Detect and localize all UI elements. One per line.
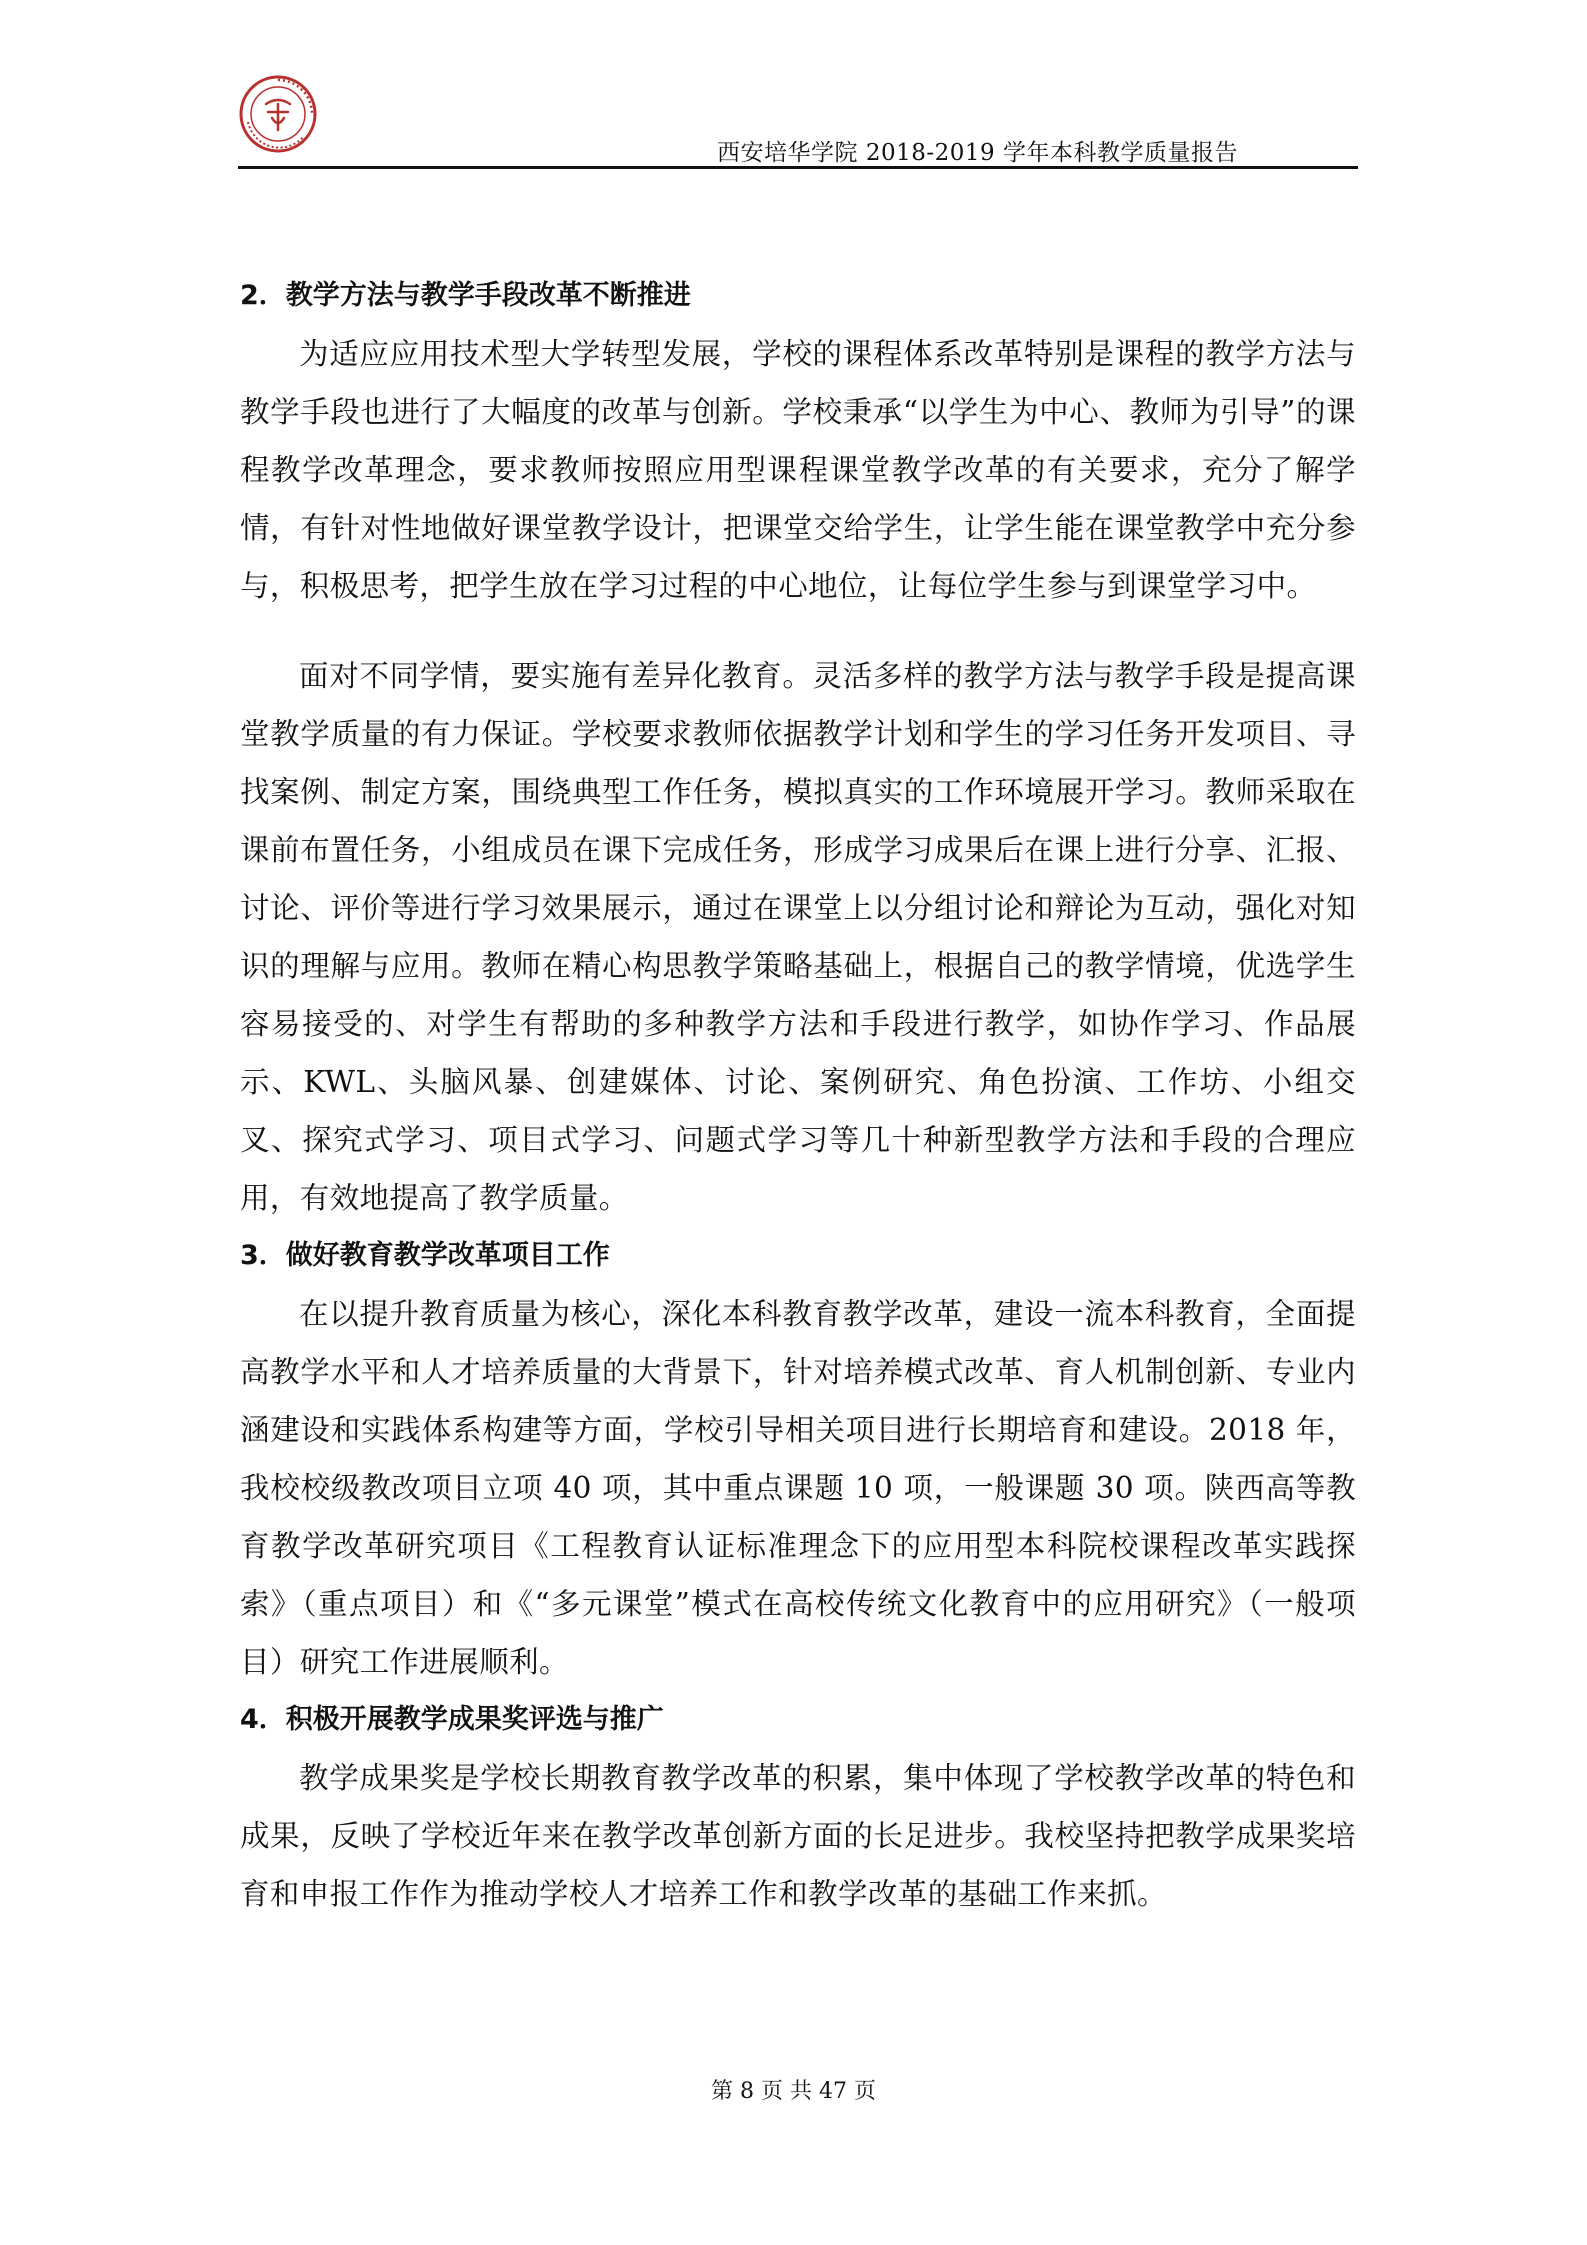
page-header xyxy=(238,72,1358,170)
section-2-paragraph-2: 面对不同学情，要实施有差异化教育。灵活多样的教学方法与教学手段是提高课堂教学质量的有力保证。学校要求教师依据教学计划和学生的学习任务开发项目、寻找案例、制定方案，围绕典型工作任务，模拟真实的工作环境展开学习。教师采取在课前布置任务，小组成员在课下完成任务，形成学习成果后在课上进行分享、汇报、讨论、评价等进行学习效果展示，通过在课堂上以分组讨论和辩论为互动，强化对知识的理解与应用。教师在精心构思教学策略基础上，根据自己的教学情境，优选学生容易接受的、对学生有帮助的多种教学方法和手段进行教学，如协作学习、作品展示、KWL、头脑风暴、创建媒体、讨论、案例研究、角色扮演、工作坊、小组交叉、探究式学习、项目式学习、问题式学习等几十种新型教学方法和手段的合理应用，有效地提高了教学质量。 xyxy=(240,659,1356,1215)
report-title: 西安培华学院 2018-2019 学年本科教学质量报告 xyxy=(717,140,1238,166)
section-heading-2: 2．教学方法与教学手段改革不断推进 xyxy=(240,280,691,311)
page-number: 第 8 页 共 47 页 xyxy=(711,2079,876,2104)
section-4-paragraph-1: 教学成果奖是学校长期教育教学改革的积累，集中体现了学校教学改革的特色和成果，反映了学校近年来在教学改革创新方面的长足进步。我校坚持把教学成果奖培育和申报工作作为推动学校人才培养工作和教学改革的基础工作来抓。 xyxy=(240,1761,1356,1911)
paragraph-gap xyxy=(240,615,1356,647)
section-heading-3: 3．做好教育教学改革项目工作 xyxy=(240,1240,610,1271)
section-3-paragraph-1: 在以提升教育质量为核心，深化本科教育教学改革，建设一流本科教育，全面提高教学水平和人才培养质量的大背景下，针对培养模式改革、育人机制创新、专业内涵建设和实践体系构建等方面，学校引导相关项目进行长期培育和建设。2018 年，我校校级教改项目立项 40 项，其中重点课题 10 项，一般课题 30 项。陕西高等教育教学改革研究项目《工程教育认证标准理念下的应用型本科院校课程改革实践探索》（重点项目）和《“多元课堂”模式在高校传统文化教育中的应用研究》（一般项目）研究工作进展顺利。 xyxy=(240,1297,1356,1679)
section-heading-4: 4．积极开展教学成果奖评选与推广 xyxy=(240,1704,664,1735)
university-seal-logo xyxy=(238,74,318,154)
section-2-paragraph-1: 为适应应用技术型大学转型发展，学校的课程体系改革特别是课程的教学方法与教学手段也进行了大幅度的改革与创新。学校秉承“以学生为中心、教师为引导”的课程教学改革理念，要求教师按照应用型课程课堂教学改革的有关要求，充分了解学情，有针对性地做好课堂教学设计，把课堂交给学生，让学生能在课堂教学中充分参与，积极思考，把学生放在学习过程的中心地位，让每位学生参与到课堂学习中。 xyxy=(240,337,1356,603)
document-body xyxy=(240,267,1356,1923)
header-divider xyxy=(238,166,1358,169)
